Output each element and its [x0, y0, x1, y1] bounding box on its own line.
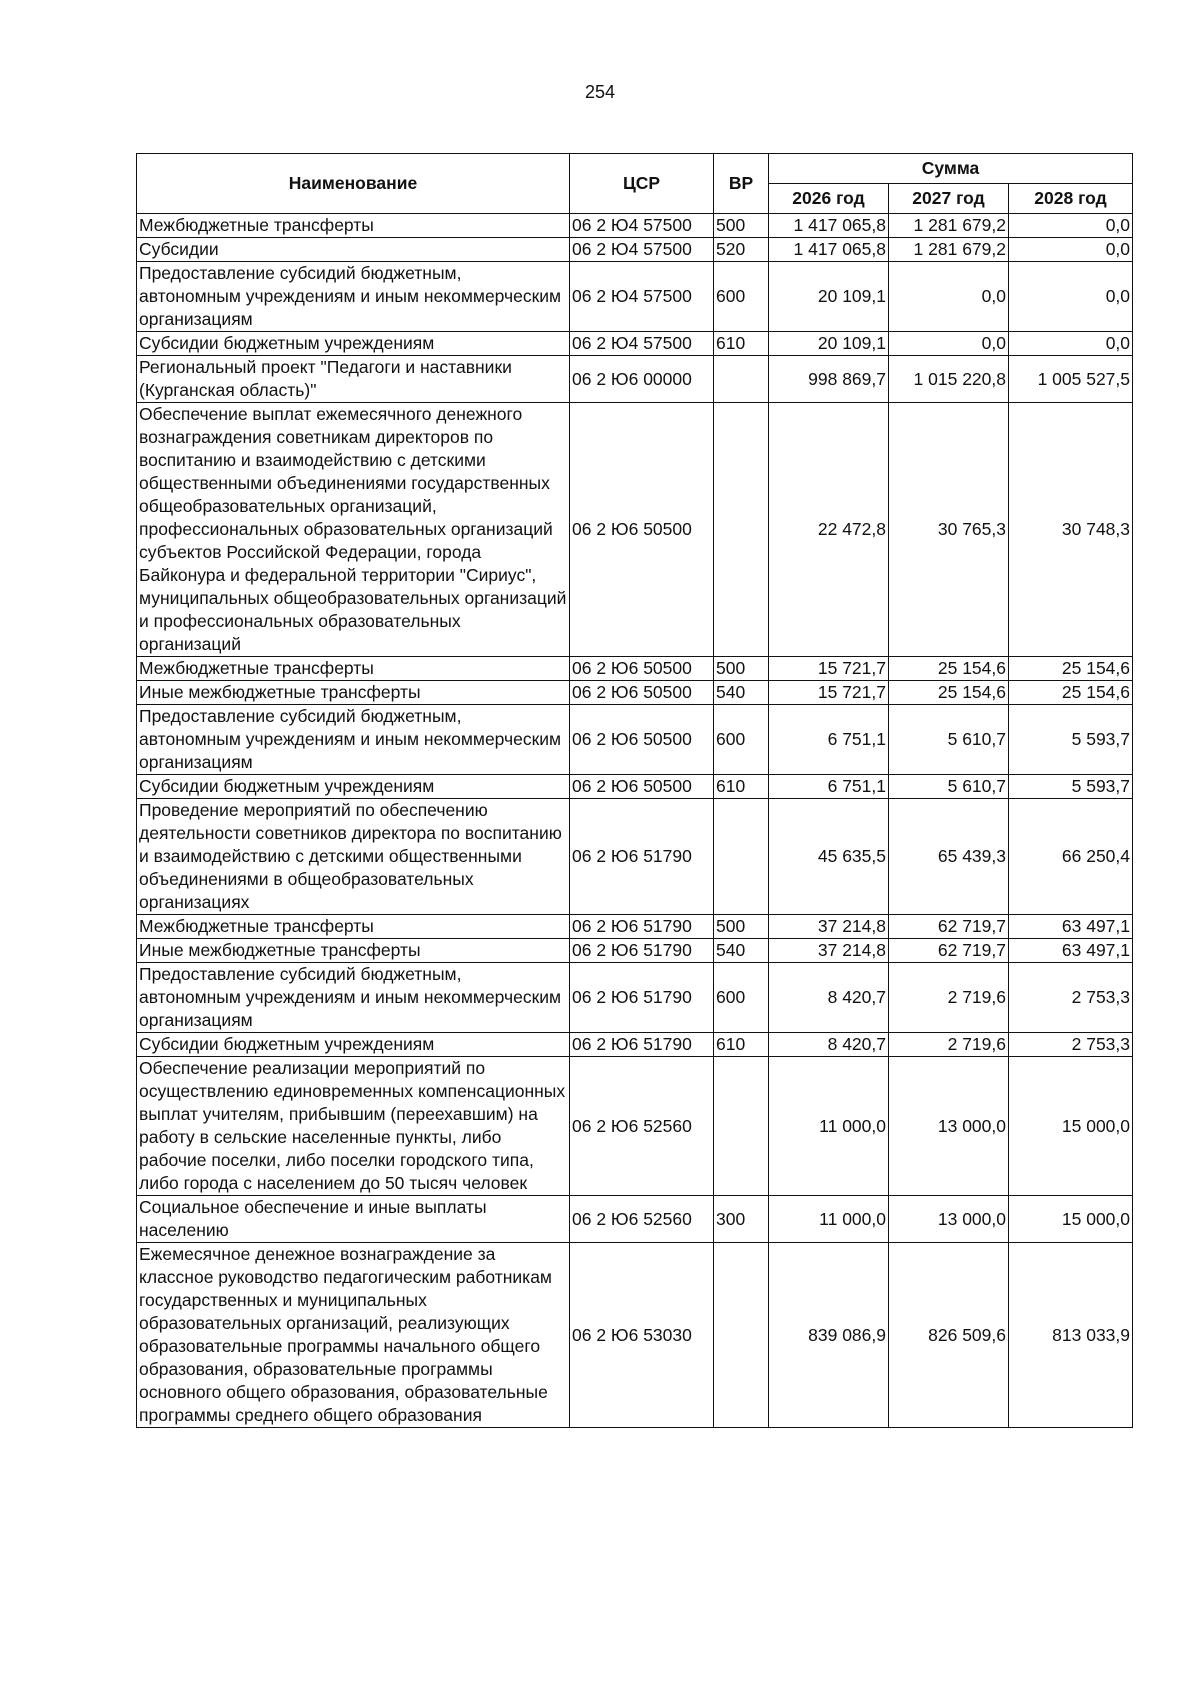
row-csr-cell: 06 2 Ю4 57500	[570, 238, 714, 262]
row-sum-2028-cell: 66 250,4	[1009, 799, 1133, 915]
table-header	[137, 154, 1133, 214]
row-csr-cell: 06 2 Ю4 57500	[570, 332, 714, 356]
row-name-cell: Субсидии бюджетным учреждениям	[137, 1033, 570, 1057]
row-csr-cell: 06 2 Ю6 51790	[570, 915, 714, 939]
row-sum-2028-cell: 25 154,6	[1009, 657, 1133, 681]
header-row-top	[137, 154, 1133, 184]
row-sum-2026-cell: 8 420,7	[769, 963, 889, 1033]
table-row	[137, 799, 1133, 915]
row-vr-cell: 520	[714, 238, 769, 262]
table-row	[137, 262, 1133, 332]
row-name-cell: Субсидии	[137, 238, 570, 262]
row-vr-cell: 500	[714, 657, 769, 681]
row-sum-2026-cell: 20 109,1	[769, 332, 889, 356]
row-vr-cell: 500	[714, 214, 769, 238]
row-sum-2027-cell: 13 000,0	[889, 1057, 1009, 1196]
row-sum-2027-cell: 2 719,6	[889, 963, 1009, 1033]
row-vr-cell: 300	[714, 1196, 769, 1243]
row-sum-2027-cell: 13 000,0	[889, 1196, 1009, 1243]
row-name-cell: Межбюджетные трансферты	[137, 657, 570, 681]
row-csr-cell: 06 2 Ю6 52560	[570, 1057, 714, 1196]
table-row	[137, 332, 1133, 356]
row-sum-2028-cell: 5 593,7	[1009, 705, 1133, 775]
row-vr-cell	[714, 799, 769, 915]
row-vr-cell: 600	[714, 963, 769, 1033]
row-sum-2028-cell: 0,0	[1009, 262, 1133, 332]
row-vr-cell: 600	[714, 705, 769, 775]
row-csr-cell: 06 2 Ю6 51790	[570, 939, 714, 963]
table-row	[137, 1033, 1133, 1057]
row-csr-cell: 06 2 Ю6 50500	[570, 681, 714, 705]
row-vr-cell: 600	[714, 262, 769, 332]
row-csr-cell: 06 2 Ю6 50500	[570, 657, 714, 681]
row-vr-cell	[714, 1243, 769, 1428]
table-row	[137, 1243, 1133, 1428]
row-name-cell: Межбюджетные трансферты	[137, 915, 570, 939]
header-year-2028: 2028 год	[1009, 184, 1133, 214]
row-vr-cell	[714, 1057, 769, 1196]
budget-table	[136, 153, 1133, 1428]
table-row	[137, 214, 1133, 238]
row-vr-cell: 500	[714, 915, 769, 939]
header-csr: ЦСР	[570, 154, 714, 214]
row-sum-2028-cell: 1 005 527,5	[1009, 356, 1133, 403]
row-sum-2028-cell: 2 753,3	[1009, 963, 1133, 1033]
row-sum-2027-cell: 30 765,3	[889, 403, 1009, 657]
header-name: Наименование	[137, 154, 570, 214]
row-sum-2026-cell: 839 086,9	[769, 1243, 889, 1428]
row-sum-2027-cell: 2 719,6	[889, 1033, 1009, 1057]
row-vr-cell: 540	[714, 681, 769, 705]
header-sum: Сумма	[769, 154, 1133, 184]
row-sum-2028-cell: 63 497,1	[1009, 939, 1133, 963]
row-sum-2028-cell: 2 753,3	[1009, 1033, 1133, 1057]
row-sum-2028-cell: 813 033,9	[1009, 1243, 1133, 1428]
row-csr-cell: 06 2 Ю6 51790	[570, 963, 714, 1033]
row-vr-cell: 610	[714, 1033, 769, 1057]
table-row	[137, 963, 1133, 1033]
row-csr-cell: 06 2 Ю6 50500	[570, 403, 714, 657]
row-sum-2027-cell: 826 509,6	[889, 1243, 1009, 1428]
row-vr-cell: 540	[714, 939, 769, 963]
table-row	[137, 681, 1133, 705]
row-name-cell: Региональный проект "Педагоги и наставники (Курганская область)"	[137, 356, 570, 403]
row-name-cell: Предоставление субсидий бюджетным, автономным учреждениям и иным некоммерческим организациям	[137, 705, 570, 775]
row-sum-2027-cell: 25 154,6	[889, 681, 1009, 705]
row-csr-cell: 06 2 Ю4 57500	[570, 214, 714, 238]
table-row	[137, 1057, 1133, 1196]
row-sum-2028-cell: 15 000,0	[1009, 1057, 1133, 1196]
row-csr-cell: 06 2 Ю6 50500	[570, 775, 714, 799]
row-csr-cell: 06 2 Ю4 57500	[570, 262, 714, 332]
row-name-cell: Субсидии бюджетным учреждениям	[137, 775, 570, 799]
row-name-cell: Предоставление субсидий бюджетным, автономным учреждениям и иным некоммерческим организациям	[137, 262, 570, 332]
row-sum-2027-cell: 0,0	[889, 262, 1009, 332]
row-sum-2026-cell: 15 721,7	[769, 657, 889, 681]
row-sum-2026-cell: 6 751,1	[769, 775, 889, 799]
page-number: 254	[584, 82, 616, 102]
row-name-cell: Обеспечение реализации мероприятий по осуществлению единовременных компенсационных выплат учителям, прибывшим (переехавшим) на работу в сельские населенные пункты, либо рабочие поселки, либо поселки городского типа, либо города с населением до 50 тысяч человек	[137, 1057, 570, 1196]
row-name-cell: Ежемесячное денежное вознаграждение за классное руководство педагогическим работникам государственных и муниципальных образовательных организаций, реализующих образовательные программы начального общего образования, образовательные программы основного общего образования, образовательные программы среднего общего образования	[137, 1243, 570, 1428]
row-sum-2026-cell: 1 417 065,8	[769, 214, 889, 238]
table-row	[137, 775, 1133, 799]
row-sum-2027-cell: 62 719,7	[889, 939, 1009, 963]
row-sum-2028-cell: 5 593,7	[1009, 775, 1133, 799]
table-row	[137, 705, 1133, 775]
row-name-cell: Иные межбюджетные трансферты	[137, 681, 570, 705]
row-name-cell: Межбюджетные трансферты	[137, 214, 570, 238]
row-sum-2027-cell: 5 610,7	[889, 705, 1009, 775]
row-csr-cell: 06 2 Ю6 51790	[570, 1033, 714, 1057]
row-sum-2026-cell: 8 420,7	[769, 1033, 889, 1057]
row-vr-cell: 610	[714, 775, 769, 799]
row-name-cell: Проведение мероприятий по обеспечению деятельности советников директора по воспитанию и взаимодействию с детскими общественными объединениями в общеобразовательных организациях	[137, 799, 570, 915]
row-sum-2027-cell: 25 154,6	[889, 657, 1009, 681]
table-row	[137, 403, 1133, 657]
row-csr-cell: 06 2 Ю6 53030	[570, 1243, 714, 1428]
row-sum-2027-cell: 65 439,3	[889, 799, 1009, 915]
row-sum-2026-cell: 37 214,8	[769, 939, 889, 963]
row-sum-2027-cell: 0,0	[889, 332, 1009, 356]
row-sum-2028-cell: 25 154,6	[1009, 681, 1133, 705]
row-sum-2027-cell: 62 719,7	[889, 915, 1009, 939]
table-row	[137, 657, 1133, 681]
row-name-cell: Иные межбюджетные трансферты	[137, 939, 570, 963]
header-year-2027: 2027 год	[889, 184, 1009, 214]
row-sum-2026-cell: 998 869,7	[769, 356, 889, 403]
row-csr-cell: 06 2 Ю6 52560	[570, 1196, 714, 1243]
row-sum-2026-cell: 45 635,5	[769, 799, 889, 915]
row-sum-2026-cell: 37 214,8	[769, 915, 889, 939]
row-sum-2026-cell: 11 000,0	[769, 1057, 889, 1196]
table-body	[137, 214, 1133, 1428]
table-row	[137, 1196, 1133, 1243]
row-sum-2028-cell: 0,0	[1009, 332, 1133, 356]
row-sum-2028-cell: 0,0	[1009, 238, 1133, 262]
row-name-cell: Субсидии бюджетным учреждениям	[137, 332, 570, 356]
row-sum-2028-cell: 30 748,3	[1009, 403, 1133, 657]
row-vr-cell	[714, 403, 769, 657]
row-sum-2026-cell: 22 472,8	[769, 403, 889, 657]
row-sum-2026-cell: 15 721,7	[769, 681, 889, 705]
row-sum-2026-cell: 1 417 065,8	[769, 238, 889, 262]
row-vr-cell: 610	[714, 332, 769, 356]
header-vr: ВР	[714, 154, 769, 214]
table-row	[137, 356, 1133, 403]
header-year-2026: 2026 год	[769, 184, 889, 214]
row-sum-2028-cell: 0,0	[1009, 214, 1133, 238]
row-name-cell: Обеспечение выплат ежемесячного денежного вознаграждения советникам директоров по воспитанию и взаимодействию с детскими общественными объединениями государственных общеобразовательных организаций, профессиональных образовательных организаций субъектов Российской Федерации, города Байконура и федеральной территории "Сириус", муниципальных общеобразовательных организаций и профессиональных образовательных организаций	[137, 403, 570, 657]
row-sum-2026-cell: 6 751,1	[769, 705, 889, 775]
row-sum-2027-cell: 5 610,7	[889, 775, 1009, 799]
row-sum-2028-cell: 15 000,0	[1009, 1196, 1133, 1243]
row-csr-cell: 06 2 Ю6 50500	[570, 705, 714, 775]
row-csr-cell: 06 2 Ю6 51790	[570, 799, 714, 915]
row-sum-2027-cell: 1 281 679,2	[889, 214, 1009, 238]
row-csr-cell: 06 2 Ю6 00000	[570, 356, 714, 403]
row-vr-cell	[714, 356, 769, 403]
row-sum-2026-cell: 11 000,0	[769, 1196, 889, 1243]
row-sum-2026-cell: 20 109,1	[769, 262, 889, 332]
table-row	[137, 915, 1133, 939]
row-sum-2027-cell: 1 015 220,8	[889, 356, 1009, 403]
table-row	[137, 939, 1133, 963]
row-name-cell: Социальное обеспечение и иные выплаты населению	[137, 1196, 570, 1243]
table-row	[137, 238, 1133, 262]
row-sum-2027-cell: 1 281 679,2	[889, 238, 1009, 262]
row-sum-2028-cell: 63 497,1	[1009, 915, 1133, 939]
row-name-cell: Предоставление субсидий бюджетным, автономным учреждениям и иным некоммерческим организациям	[137, 963, 570, 1033]
